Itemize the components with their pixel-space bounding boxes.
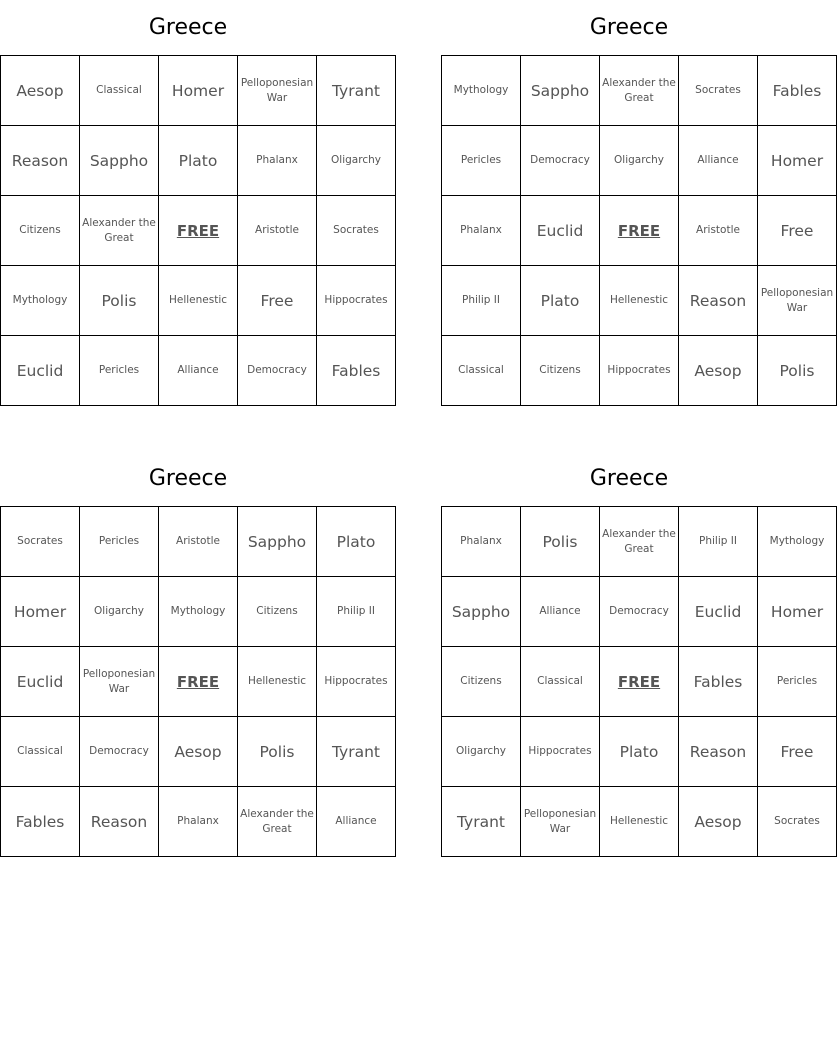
bingo-cell: Phalanx (442, 507, 521, 577)
bingo-cell: Phalanx (238, 126, 317, 196)
bingo-cell: Alexander the Great (80, 196, 159, 266)
grid-row (1, 336, 396, 406)
card-title: Greece (589, 466, 669, 491)
bingo-cell: Homer (758, 126, 837, 196)
bingo-cell: Sappho (442, 577, 521, 647)
grid-row (1, 507, 396, 577)
bingo-card-1 (0, 0, 388, 406)
bingo-cell: Hellenestic (600, 787, 679, 857)
bingo-cell: Classical (442, 336, 521, 406)
bingo-cell: Euclid (1, 647, 80, 717)
bingo-cell: Aristotle (159, 507, 238, 577)
bingo-cell: Free (238, 266, 317, 336)
bingo-cell: Hellenestic (600, 266, 679, 336)
bingo-cell: Alexander the Great (238, 787, 317, 857)
bingo-cell: Democracy (80, 717, 159, 787)
grid-row (1, 717, 396, 787)
bingo-cell: Alliance (317, 787, 396, 857)
bingo-cell: Sappho (80, 126, 159, 196)
grid-row (442, 56, 837, 126)
bingo-cell: Mythology (1, 266, 80, 336)
bingo-cell: Hippocrates (317, 647, 396, 717)
bingo-cell: Classical (80, 56, 159, 126)
bingo-grid (441, 506, 837, 857)
bingo-cell: Alliance (679, 126, 758, 196)
bingo-cell: Alexander the Great (600, 507, 679, 577)
bingo-cell: Euclid (1, 336, 80, 406)
bingo-cell: Aesop (1, 56, 80, 126)
bingo-cell: Homer (1, 577, 80, 647)
bingo-cell: Polis (238, 717, 317, 787)
bingo-cell: Mythology (758, 507, 837, 577)
bingo-cell: Pelloponesian War (758, 266, 837, 336)
bingo-cell: Mythology (442, 56, 521, 126)
bingo-cell: Fables (758, 56, 837, 126)
grid-row (442, 647, 837, 717)
bingo-cell: Socrates (317, 196, 396, 266)
bingo-cell: Pericles (442, 126, 521, 196)
bingo-cell: Alexander the Great (600, 56, 679, 126)
grid-row (1, 126, 396, 196)
bingo-cell: Alliance (521, 577, 600, 647)
free-space-cell: FREE (159, 196, 238, 266)
bingo-cell: Reason (679, 266, 758, 336)
bingo-cell: Polis (521, 507, 600, 577)
bingo-cell: Free (758, 196, 837, 266)
bingo-cell: Tyrant (442, 787, 521, 857)
bingo-cell: Democracy (238, 336, 317, 406)
free-space-cell: FREE (159, 647, 238, 717)
bingo-cell: Pelloponesian War (521, 787, 600, 857)
grid-row (1, 787, 396, 857)
bingo-cell: Pericles (80, 336, 159, 406)
bingo-cell: Reason (1, 126, 80, 196)
bingo-cell: Democracy (521, 126, 600, 196)
bingo-cell: Homer (758, 577, 837, 647)
grid-row (1, 577, 396, 647)
bingo-cell: Homer (159, 56, 238, 126)
bingo-cell: Aristotle (679, 196, 758, 266)
bingo-cell: Phalanx (442, 196, 521, 266)
grid-row (442, 196, 837, 266)
bingo-cell: Hellenestic (238, 647, 317, 717)
bingo-cell: Fables (679, 647, 758, 717)
bingo-cell: Socrates (758, 787, 837, 857)
bingo-cell: Hippocrates (317, 266, 396, 336)
grid-row (442, 787, 837, 857)
bingo-cell: Democracy (600, 577, 679, 647)
bingo-cell: Citizens (521, 336, 600, 406)
bingo-cell: Aesop (679, 787, 758, 857)
bingo-card-3 (0, 451, 388, 857)
free-space-cell: FREE (600, 647, 679, 717)
grid-row (1, 196, 396, 266)
bingo-cell: Mythology (159, 577, 238, 647)
card-title: Greece (589, 15, 669, 40)
bingo-cell: Sappho (521, 56, 600, 126)
bingo-cell: Oligarchy (80, 577, 159, 647)
bingo-cell: Classical (1, 717, 80, 787)
bingo-cell: Plato (159, 126, 238, 196)
bingo-cell: Pericles (758, 647, 837, 717)
free-space-cell: FREE (600, 196, 679, 266)
bingo-cell: Aristotle (238, 196, 317, 266)
bingo-cell: Plato (521, 266, 600, 336)
bingo-card-2 (441, 0, 834, 406)
bingo-cell: Philip II (442, 266, 521, 336)
bingo-card-4 (441, 451, 825, 857)
bingo-cell: Reason (679, 717, 758, 787)
bingo-cell: Socrates (1, 507, 80, 577)
bingo-cell: Oligarchy (317, 126, 396, 196)
bingo-cell: Euclid (679, 577, 758, 647)
grid-row (1, 266, 396, 336)
bingo-cell: Hippocrates (600, 336, 679, 406)
bingo-cell: Pelloponesian War (80, 647, 159, 717)
grid-row (442, 507, 837, 577)
bingo-cell: Oligarchy (600, 126, 679, 196)
grid-row (442, 577, 837, 647)
bingo-cell: Reason (80, 787, 159, 857)
bingo-cell: Oligarchy (442, 717, 521, 787)
bingo-cell: Alliance (159, 336, 238, 406)
bingo-grid (0, 506, 396, 857)
card-title: Greece (148, 15, 228, 40)
bingo-cell: Euclid (521, 196, 600, 266)
bingo-cell: Sappho (238, 507, 317, 577)
card-title: Greece (148, 466, 228, 491)
bingo-cell: Tyrant (317, 56, 396, 126)
bingo-cell: Phalanx (159, 787, 238, 857)
bingo-cell: Polis (80, 266, 159, 336)
bingo-cell: Free (758, 717, 837, 787)
bingo-cell: Philip II (317, 577, 396, 647)
bingo-cell: Plato (600, 717, 679, 787)
bingo-grid (0, 55, 396, 406)
bingo-cell: Pericles (80, 507, 159, 577)
bingo-cell: Citizens (442, 647, 521, 717)
bingo-cell: Socrates (679, 56, 758, 126)
bingo-cell: Citizens (1, 196, 80, 266)
grid-row (442, 717, 837, 787)
bingo-cell: Citizens (238, 577, 317, 647)
bingo-cell: Fables (1, 787, 80, 857)
bingo-grid (441, 55, 837, 406)
bingo-cell: Plato (317, 507, 396, 577)
bingo-cell: Pelloponesian War (238, 56, 317, 126)
bingo-cell: Fables (317, 336, 396, 406)
bingo-cell: Tyrant (317, 717, 396, 787)
grid-row (1, 56, 396, 126)
bingo-cell: Polis (758, 336, 837, 406)
bingo-cell: Aesop (679, 336, 758, 406)
grid-row (442, 126, 837, 196)
grid-row (442, 336, 837, 406)
grid-row (1, 647, 396, 717)
bingo-cell: Philip II (679, 507, 758, 577)
grid-row (442, 266, 837, 336)
bingo-cell: Aesop (159, 717, 238, 787)
bingo-cell: Classical (521, 647, 600, 717)
bingo-cell: Hellenestic (159, 266, 238, 336)
bingo-cell: Hippocrates (521, 717, 600, 787)
